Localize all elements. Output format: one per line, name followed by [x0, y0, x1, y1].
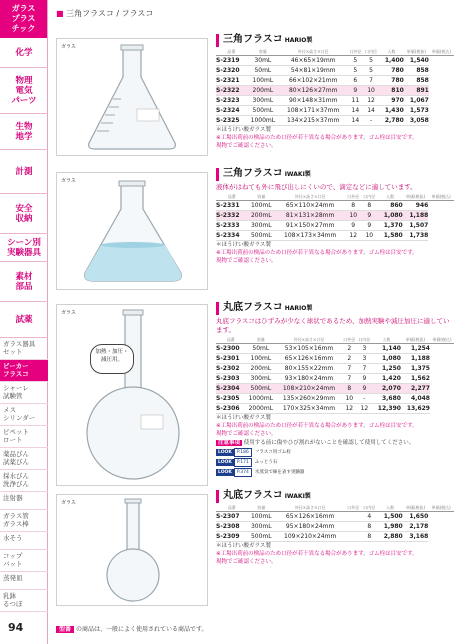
table-row[interactable]: [216, 532, 454, 542]
caution-note: ※工場出荷前の検品のため口径が若干異なる場合があります。ゴム栓は目安です。: [216, 423, 418, 429]
table-cell: 108×171×37mm: [279, 106, 348, 116]
table-header-cell: 容量: [247, 49, 279, 56]
table-row[interactable]: [216, 56, 454, 66]
look-text: 水蒸気で線を表す実験器: [254, 470, 305, 475]
look-page: P.186: [234, 448, 252, 457]
table-cell: 54×81×19mm: [279, 66, 348, 76]
section-brand: IWAKI製: [284, 171, 311, 178]
photo-tag: ガラス: [61, 310, 76, 316]
table-cell: 3: [357, 354, 372, 364]
table-cell: 8: [361, 532, 377, 542]
section-description: 液体がはねても外に飛び出しにくいので、滴定などに適しています。: [216, 183, 417, 191]
table-cell: S-2301: [216, 354, 246, 364]
table-cell: 14: [347, 116, 363, 126]
table-cell: 2,277: [401, 384, 430, 394]
table-header-cell: 口外径: [349, 49, 362, 54]
sidebar: [0, 0, 48, 644]
table-header-cell: 口外径: [345, 194, 361, 201]
table-cell: 300mL: [247, 522, 275, 532]
sidebar-subitem[interactable]: 水そう: [0, 532, 48, 550]
table-cell: 50mL: [247, 66, 279, 76]
caution-note: ※工場出荷前の検品のため口径が若干異なる場合があります。ゴム栓は目安です。: [216, 135, 418, 141]
table-cell: 5: [363, 56, 379, 66]
erlenmeyer-flask-icon: [57, 39, 209, 157]
table-cell: 3,058: [404, 116, 429, 126]
table-cell: 91×150×27mm: [275, 221, 345, 231]
sidebar-category[interactable]: 計測: [0, 150, 48, 194]
table-cell: [345, 532, 361, 542]
table-cell: 8: [361, 201, 377, 211]
table-cell: 858: [404, 76, 429, 86]
erlenmeyer-flask-liquid-icon: [57, 173, 209, 291]
table-row[interactable]: [216, 76, 454, 86]
table-cell: S-2321: [216, 76, 247, 86]
section-title: [216, 490, 454, 503]
section-erlenmeyer-hario: [216, 34, 454, 150]
table-cell: 9: [345, 221, 361, 231]
table-cell: 1,580: [377, 231, 402, 241]
round-bottom-flask-small-icon: [57, 495, 209, 607]
table-cell: S-2322: [216, 86, 247, 96]
warning-badge: 注意事項: [218, 440, 241, 446]
table-cell: S-2331: [216, 201, 247, 211]
look-label: LOOK: [218, 450, 232, 455]
table-cell: 100mL: [247, 512, 275, 522]
look-reference[interactable]: [216, 458, 454, 467]
warning-line: [216, 439, 454, 447]
table-cell: 7: [342, 374, 357, 384]
table-cell: 80×126×27mm: [279, 86, 348, 96]
table-header-cell: 単価(税込): [428, 194, 454, 201]
table-cell: 50mL: [246, 344, 277, 354]
table-row[interactable]: [216, 404, 454, 414]
table-cell: 1,370: [377, 221, 402, 231]
table-cell: 860: [377, 201, 402, 211]
table-cell: 10: [363, 86, 379, 96]
table-row[interactable]: [216, 116, 454, 126]
table-cell: 135×260×29mm: [276, 394, 342, 404]
footer-text: の商品は、一般によく使用されている商品です。: [75, 626, 208, 633]
table-row[interactable]: [216, 201, 454, 211]
look-reference[interactable]: [216, 448, 454, 457]
table-cell: 2,070: [372, 384, 401, 394]
caution-note: ※工場出荷前の検品のため口径が若干異なる場合があります。ゴム栓は目安です。: [216, 250, 418, 256]
table-cell: 1,430: [379, 106, 404, 116]
table-cell: 3,680: [372, 394, 401, 404]
table-cell: 1,140: [372, 344, 401, 354]
table-cell: 2,780: [379, 116, 404, 126]
table-cell: 100mL: [247, 201, 275, 211]
table-cell: 858: [404, 66, 429, 76]
note: ＊ほうけい酸ガラス製: [216, 242, 271, 248]
table-cell: 13,629: [401, 404, 430, 414]
table-cell: 7: [363, 76, 379, 86]
sidebar-subitem[interactable]: 乳鉢 るつぼ: [0, 590, 48, 612]
table-cell: 946: [403, 201, 429, 211]
table-cell: 200mL: [247, 211, 275, 221]
table-row[interactable]: [216, 354, 454, 364]
table-cell: 200mL: [246, 364, 277, 374]
product-table: [216, 194, 454, 241]
table-cell: 300mL: [246, 374, 277, 384]
table-header-cell: 入数: [372, 337, 401, 344]
table-header-cell: 口内径: [361, 194, 377, 201]
table-cell: [345, 522, 361, 532]
table-cell: 53×105×16mm: [276, 344, 342, 354]
table-header-cell: 外径×高さ×口径: [275, 194, 345, 201]
photo-erlenmeyer-iwaki: [56, 172, 208, 290]
table-cell: 3: [357, 344, 372, 354]
table-cell: 1000mL: [247, 116, 279, 126]
look-text: ふっとう石: [254, 460, 278, 465]
table-cell: 891: [404, 86, 429, 96]
table-cell: S-2307: [216, 512, 247, 522]
table-cell: S-2303: [216, 374, 246, 384]
table-header-cell: 入数: [379, 49, 404, 56]
photo-tag: ガラス: [61, 178, 76, 184]
table-header-cell: 入数: [377, 505, 402, 512]
table-cell: 14: [347, 106, 363, 116]
table-row[interactable]: [216, 512, 454, 522]
table-header-cell: 単価(税抜): [403, 194, 429, 201]
table-cell: 3,168: [403, 532, 429, 542]
table-cell: 1,400: [379, 56, 404, 66]
table-cell: 500mL: [247, 106, 279, 116]
table-cell: 93×180×24mm: [276, 374, 342, 384]
table-cell: 80×155×22mm: [276, 364, 342, 374]
table-cell: S-2332: [216, 211, 247, 221]
table-header-cell: 品番: [216, 505, 247, 512]
breadcrumb-text: 三角フラスコ / フラスコ: [66, 9, 154, 18]
table-cell: 8: [342, 384, 357, 394]
table-cell: 200mL: [247, 86, 279, 96]
breadcrumb: [56, 8, 153, 19]
photo-roundbottom-hario: [56, 304, 208, 486]
table-header-cell: 口内径: [358, 337, 371, 342]
table-cell: 4,048: [401, 394, 430, 404]
table-cell: 1,188: [401, 354, 430, 364]
table-cell: 1,980: [377, 522, 402, 532]
section-title-text: 丸底フラスコ: [223, 302, 283, 313]
table-row[interactable]: [216, 522, 454, 532]
section-title-text: 三角フラスコ: [223, 34, 283, 45]
table-header-cell: 外径×高さ×口径: [275, 505, 345, 512]
table-cell: 81×131×28mm: [275, 211, 345, 221]
table-cell: 2000mL: [246, 404, 277, 414]
table-cell: 12,390: [372, 404, 401, 414]
table-cell: 10: [345, 211, 361, 221]
table-cell: 6: [347, 76, 363, 86]
table-cell: 100mL: [246, 354, 277, 364]
sidebar-categories: [0, 38, 47, 338]
table-header-cell: 単価(税抜): [403, 505, 429, 512]
table-cell: 4: [361, 512, 377, 522]
table-cell: 11: [347, 96, 363, 106]
footer-mark: 型番: [56, 626, 74, 633]
table-cell: 300mL: [247, 96, 279, 106]
photo-roundbottom-iwaki: [56, 494, 208, 606]
table-header-cell: 口内径: [365, 49, 378, 54]
table-header-cell: 単価(税込): [429, 49, 454, 56]
table-cell: -: [357, 394, 372, 404]
table-cell: 500mL: [247, 231, 275, 241]
section-brand: IWAKI製: [284, 493, 311, 500]
sidebar-subitem[interactable]: ガラス器具 セット: [0, 338, 48, 360]
table-row[interactable]: [216, 66, 454, 76]
sidebar-subitem[interactable]: ビーカー フラスコ: [0, 360, 48, 382]
table-cell: S-2323: [216, 96, 247, 106]
table-row[interactable]: [216, 374, 454, 384]
table-cell: 300mL: [247, 221, 275, 231]
table-row[interactable]: [216, 364, 454, 374]
section-title-text: 丸底フラスコ: [223, 490, 283, 501]
table-row[interactable]: [216, 106, 454, 116]
table-cell: 500mL: [247, 532, 275, 542]
photo-erlenmeyer-hario: [56, 38, 208, 156]
table-cell: 8: [345, 201, 361, 211]
table-cell: 65×110×24mm: [275, 201, 345, 211]
table-cell: 10: [342, 394, 357, 404]
section-erlenmeyer-iwaki: [216, 168, 454, 265]
table-header-cell: 品番: [216, 337, 246, 344]
table-cell: 108×173×34mm: [275, 231, 345, 241]
table-cell: 9: [357, 374, 372, 384]
table-cell: S-2306: [216, 404, 246, 414]
section-title-text: 三角フラスコ: [223, 168, 283, 179]
table-header-cell: 単価(税抜): [401, 337, 430, 344]
table-cell: 9: [347, 86, 363, 96]
table-cell: 10: [361, 231, 377, 241]
table-cell: 1,067: [404, 96, 429, 106]
table-cell: 1,500: [377, 512, 402, 522]
sidebar-subitem[interactable]: ガラス管 ガラス棒: [0, 510, 48, 532]
section-title: [216, 302, 454, 315]
table-cell: S-2309: [216, 532, 247, 542]
table-cell: 1,738: [403, 231, 429, 241]
table-cell: 12: [357, 404, 372, 414]
table-header-cell: 入数: [377, 194, 402, 201]
table-cell: S-2302: [216, 364, 246, 374]
table-cell: 500mL: [246, 384, 277, 394]
product-table: [216, 49, 454, 126]
sidebar-category[interactable]: 安全 収納: [0, 194, 48, 234]
section-roundbottom-hario: [216, 302, 454, 477]
table-cell: 1,080: [372, 354, 401, 364]
table-header-cell: 品番: [216, 194, 247, 201]
table-cell: 1,573: [404, 106, 429, 116]
table-cell: 9: [361, 211, 377, 221]
table-header-cell: 容量: [247, 194, 275, 201]
table-row[interactable]: [216, 96, 454, 106]
look-label: LOOK: [218, 460, 232, 465]
table-cell: 66×102×21mm: [279, 76, 348, 86]
table-cell: 90×148×31mm: [279, 96, 348, 106]
product-table: [216, 505, 454, 542]
table-cell: S-2333: [216, 221, 247, 231]
sidebar-category[interactable]: シーン別 実験器具: [0, 234, 48, 262]
table-cell: 170×325×34mm: [276, 404, 342, 414]
table-cell: S-2300: [216, 344, 246, 354]
sidebar-subitem[interactable]: メス シリンダー: [0, 404, 48, 426]
table-header-cell: 容量: [246, 337, 277, 344]
section-description: 丸底フラスコはひずみが少なく球状であるため、加熱実験や減圧加圧に適しています。: [216, 317, 450, 334]
sidebar-category[interactable]: 物理 電気 パーツ: [0, 68, 48, 114]
look-page: P.374: [234, 468, 252, 477]
table-cell: S-2324: [216, 106, 247, 116]
table-cell: S-2325: [216, 116, 247, 126]
table-cell: 65×126×16mm: [276, 354, 342, 364]
table-cell: 1,562: [401, 374, 430, 384]
table-header-cell: 外径×高さ×口径: [276, 337, 342, 344]
table-cell: 1,540: [404, 56, 429, 66]
table-header-cell: 単価(税込): [430, 337, 454, 344]
sidebar-subitem[interactable]: 薬品びん 試薬びん: [0, 448, 48, 470]
table-cell: 109×210×24mm: [275, 532, 345, 542]
table-cell: 8: [361, 522, 377, 532]
caution-note: 現物でご確認ください。: [216, 559, 277, 565]
table-cell: 5: [347, 56, 363, 66]
table-row[interactable]: [216, 231, 454, 241]
look-text: フラスコ用ゴム栓: [254, 450, 291, 455]
table-row[interactable]: [216, 86, 454, 96]
look-page: P.171: [234, 458, 252, 467]
table-cell: S-2305: [216, 394, 246, 404]
sidebar-subitem[interactable]: 蒸発皿: [0, 572, 48, 590]
table-header-cell: 品番: [216, 49, 247, 56]
caution-note: ※工場出荷前の検品のため口径が若干異なる場合があります。ゴム栓は目安です。: [216, 551, 418, 557]
table-cell: 9: [361, 221, 377, 231]
table-row[interactable]: [216, 394, 454, 404]
sidebar-category[interactable]: 化学: [0, 38, 48, 68]
look-reference[interactable]: [216, 468, 454, 477]
sidebar-subitem[interactable]: シャーレ 試験管: [0, 382, 48, 404]
warning-text: 使用する前に傷やひび割れがないことを確認して使用してください。: [243, 440, 415, 446]
table-cell: 1,250: [372, 364, 401, 374]
table-cell: 9: [357, 384, 372, 394]
table-cell: 1000mL: [246, 394, 277, 404]
table-header-cell: 口内径: [361, 505, 377, 512]
table-cell: 5: [363, 66, 379, 76]
sidebar-category[interactable]: 試薬: [0, 302, 48, 338]
table-row[interactable]: [216, 384, 454, 394]
sidebar-category[interactable]: 素材 部品: [0, 262, 48, 302]
table-cell: S-2304: [216, 384, 246, 394]
sidebar-subitems: [0, 338, 47, 612]
table-header-cell: 容量: [247, 505, 275, 512]
table-cell: 65×126×16mm: [275, 512, 345, 522]
section-title: [216, 34, 454, 47]
table-cell: 1,188: [403, 211, 429, 221]
caution-note: 現物でご確認ください。: [216, 143, 277, 149]
table-cell: 14: [363, 106, 379, 116]
product-table: [216, 337, 454, 414]
sidebar-subitem[interactable]: ピペット ロート: [0, 426, 48, 448]
page-number: 94: [8, 621, 24, 634]
section-title: [216, 168, 454, 181]
table-cell: 5: [347, 66, 363, 76]
table-cell: 810: [379, 86, 404, 96]
table-cell: 134×215×37mm: [279, 116, 348, 126]
table-cell: 2,880: [377, 532, 402, 542]
caution-note: 現物でご確認ください。: [216, 258, 277, 264]
photo-tag: ガラス: [61, 44, 76, 50]
table-row[interactable]: [216, 344, 454, 354]
callout-heating: 加熱・加圧・ 減圧用。: [90, 344, 134, 374]
table-cell: 100mL: [247, 76, 279, 86]
table-header-cell: 単価(税抜): [404, 49, 429, 56]
table-cell: 2: [342, 344, 357, 354]
table-cell: S-2320: [216, 66, 247, 76]
table-cell: 108×210×24mm: [276, 384, 342, 394]
table-cell: -: [363, 116, 379, 126]
note: ＊ほうけい酸ガラス製: [216, 415, 271, 421]
section-roundbottom-iwaki: [216, 490, 454, 566]
table-cell: [345, 512, 361, 522]
note: ＊ほうけい酸ガラス製: [216, 543, 271, 549]
breadcrumb-marker-icon: ■: [56, 9, 64, 18]
sidebar-subitem[interactable]: コップ バット: [0, 550, 48, 572]
table-header-cell: 単価(税込): [428, 505, 454, 512]
table-cell: 780: [379, 76, 404, 86]
table-cell: S-2319: [216, 56, 247, 66]
photo-tag: ガラス: [61, 500, 76, 506]
table-cell: 970: [379, 96, 404, 106]
sidebar-header[interactable]: ガラス プラス チック: [0, 0, 47, 38]
section-brand: HARIO製: [284, 305, 313, 312]
table-row[interactable]: [216, 211, 454, 221]
table-cell: 1,650: [403, 512, 429, 522]
footer-note: [56, 624, 207, 633]
sidebar-category[interactable]: 生物 地学: [0, 114, 48, 150]
table-cell: 2: [342, 354, 357, 364]
table-cell: 2,178: [403, 522, 429, 532]
table-cell: 1,080: [377, 211, 402, 221]
table-cell: S-2334: [216, 231, 247, 241]
round-bottom-flask-icon: [57, 305, 209, 487]
table-cell: 12: [363, 96, 379, 106]
table-cell: 12: [342, 404, 357, 414]
table-cell: 1,507: [403, 221, 429, 231]
table-cell: 1,375: [401, 364, 430, 374]
table-cell: 7: [342, 364, 357, 374]
note: ＊ほうけい酸ガラス製: [216, 127, 271, 133]
caution-note: 現物でご確認ください。: [216, 431, 277, 437]
table-header-cell: 口外径: [345, 505, 361, 512]
table-header-cell: 外径×高さ×口径: [279, 49, 348, 56]
table-cell: S-2308: [216, 522, 247, 532]
section-brand: HARIO製: [284, 37, 313, 44]
table-header-cell: 口外径: [343, 337, 356, 342]
look-label: LOOK: [218, 470, 232, 475]
table-cell: 30mL: [247, 56, 279, 66]
table-row[interactable]: [216, 221, 454, 231]
table-cell: 780: [379, 66, 404, 76]
table-cell: 1,420: [372, 374, 401, 384]
sidebar-subitem[interactable]: 採水びん 洗浄びん: [0, 470, 48, 492]
sidebar-subitem[interactable]: 注射器: [0, 492, 48, 510]
table-cell: 46×65×19mm: [279, 56, 348, 66]
table-cell: 12: [345, 231, 361, 241]
table-cell: 7: [357, 364, 372, 374]
table-cell: 95×180×24mm: [275, 522, 345, 532]
table-cell: 1,254: [401, 344, 430, 354]
